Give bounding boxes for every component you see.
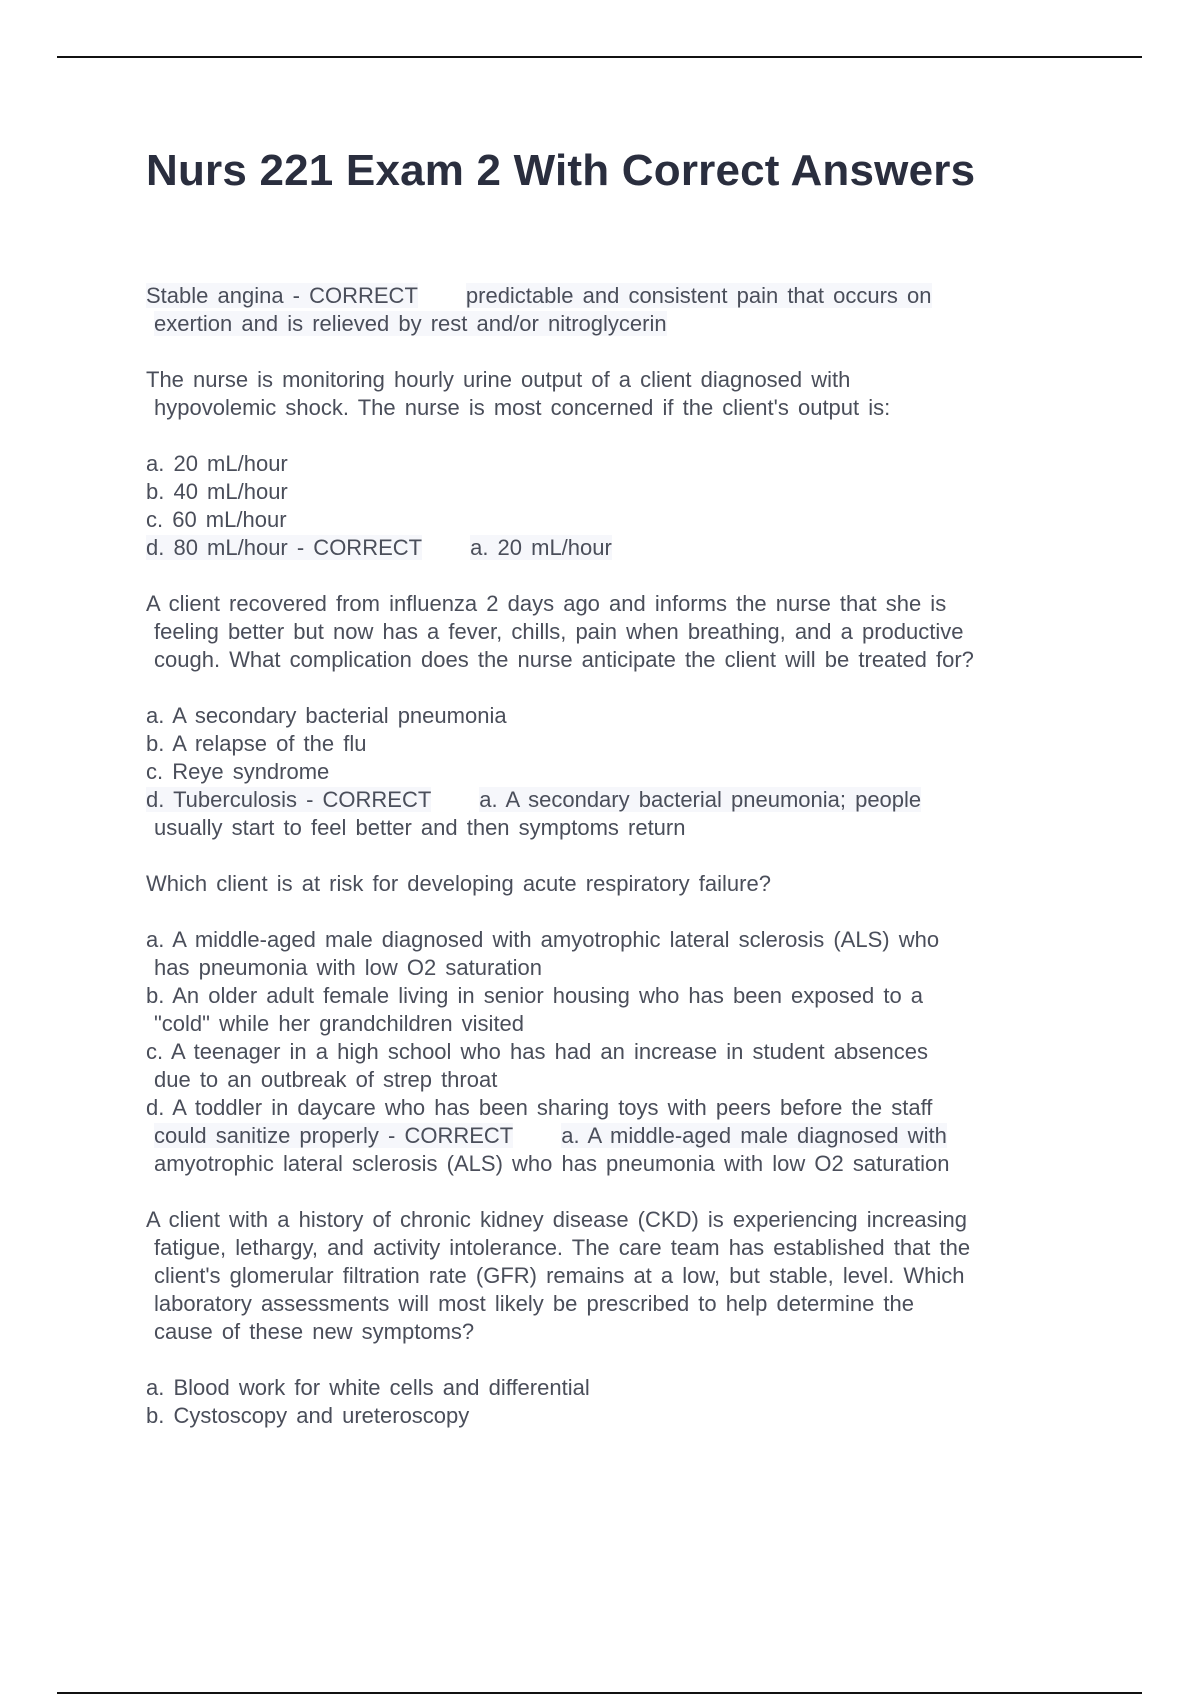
question-line: A client recovered from influenza 2 days ago and informs the nurse that she is bbox=[146, 591, 947, 616]
option-text: d. 80 mL/hour - CORRECT bbox=[146, 535, 423, 560]
option-line: c. 60 mL/hour bbox=[146, 507, 287, 532]
bottom-rule bbox=[57, 1692, 1142, 1694]
option-line: d. A toddler in daycare who has been sharing toys with peers before the staff bbox=[146, 1095, 933, 1120]
option-line: a. 20 mL/hour bbox=[146, 451, 288, 476]
options-5 bbox=[146, 1374, 1096, 1430]
question-3 bbox=[146, 590, 1096, 674]
option-line: has pneumonia with low O2 saturation bbox=[154, 955, 542, 980]
question-line: hypovolemic shock. The nurse is most concerned if the client's output is: bbox=[154, 395, 891, 420]
options-3 bbox=[146, 702, 1096, 842]
question-line: The nurse is monitoring hourly urine output of a client diagnosed with bbox=[146, 367, 851, 392]
term-text: Stable angina - CORRECT bbox=[146, 283, 418, 308]
option-line bbox=[146, 786, 1096, 814]
qa-line bbox=[146, 282, 1096, 310]
document-body bbox=[146, 282, 1096, 1458]
answer-line: usually start to feel better and then symptoms return bbox=[154, 815, 686, 840]
option-line: "cold" while her grandchildren visited bbox=[154, 1011, 525, 1036]
question-line: cause of these new symptoms? bbox=[154, 1319, 475, 1344]
question-line: laboratory assessments will most likely be prescribed to help determine the bbox=[154, 1291, 914, 1316]
qa-line bbox=[146, 310, 1096, 338]
options-2 bbox=[146, 450, 1096, 562]
question-line: fatigue, lethargy, and activity intolerance. The care team has established that the bbox=[154, 1235, 971, 1260]
definition-text: predictable and consistent pain that occurs on bbox=[465, 283, 932, 308]
option-text: could sanitize properly - CORRECT bbox=[154, 1123, 514, 1148]
option-line: c. A teenager in a high school who has had an increase in student absences bbox=[146, 1039, 928, 1064]
question-line: cough. What complication does the nurse anticipate the client will be treated for? bbox=[154, 647, 974, 672]
qa-item-1 bbox=[146, 282, 1096, 338]
option-text: d. Tuberculosis - CORRECT bbox=[146, 787, 432, 812]
option-line: due to an outbreak of strep throat bbox=[154, 1067, 498, 1092]
option-line: b. 40 mL/hour bbox=[146, 479, 288, 504]
option-line: a. A middle-aged male diagnosed with amyotrophic lateral sclerosis (ALS) who bbox=[146, 927, 940, 952]
option-line: b. Cystoscopy and ureteroscopy bbox=[146, 1403, 470, 1428]
top-rule bbox=[57, 56, 1142, 58]
option-line: c. Reye syndrome bbox=[146, 759, 330, 784]
question-2 bbox=[146, 366, 1096, 422]
answer-text: a. A secondary bacterial pneumonia; people bbox=[479, 787, 922, 812]
question-line: client's glomerular filtration rate (GFR) remains at a low, but stable, level. Which bbox=[154, 1263, 965, 1288]
option-line: b. A relapse of the flu bbox=[146, 731, 367, 756]
question-line: A client with a history of chronic kidney disease (CKD) is experiencing increasing bbox=[146, 1207, 968, 1232]
option-line bbox=[146, 1122, 1096, 1150]
option-line bbox=[146, 534, 1096, 562]
answer-text: a. 20 mL/hour bbox=[470, 535, 612, 560]
question-line: feeling better but now has a fever, chills, pain when breathing, and a productive bbox=[154, 619, 964, 644]
question-4 bbox=[146, 870, 1096, 898]
question-5 bbox=[146, 1206, 1096, 1346]
question-line: Which client is at risk for developing acute respiratory failure? bbox=[146, 871, 771, 896]
option-line: b. An older adult female living in senior housing who has been exposed to a bbox=[146, 983, 924, 1008]
answer-text: a. A middle-aged male diagnosed with bbox=[561, 1123, 947, 1148]
option-line: a. Blood work for white cells and differential bbox=[146, 1375, 590, 1400]
options-4 bbox=[146, 926, 1096, 1178]
page-title: Nurs 221 Exam 2 With Correct Answers bbox=[146, 146, 976, 195]
option-line: a. A secondary bacterial pneumonia bbox=[146, 703, 507, 728]
definition-text: exertion and is relieved by rest and/or nitroglycerin bbox=[154, 311, 667, 336]
answer-line: amyotrophic lateral sclerosis (ALS) who has pneumonia with low O2 saturation bbox=[154, 1151, 950, 1176]
